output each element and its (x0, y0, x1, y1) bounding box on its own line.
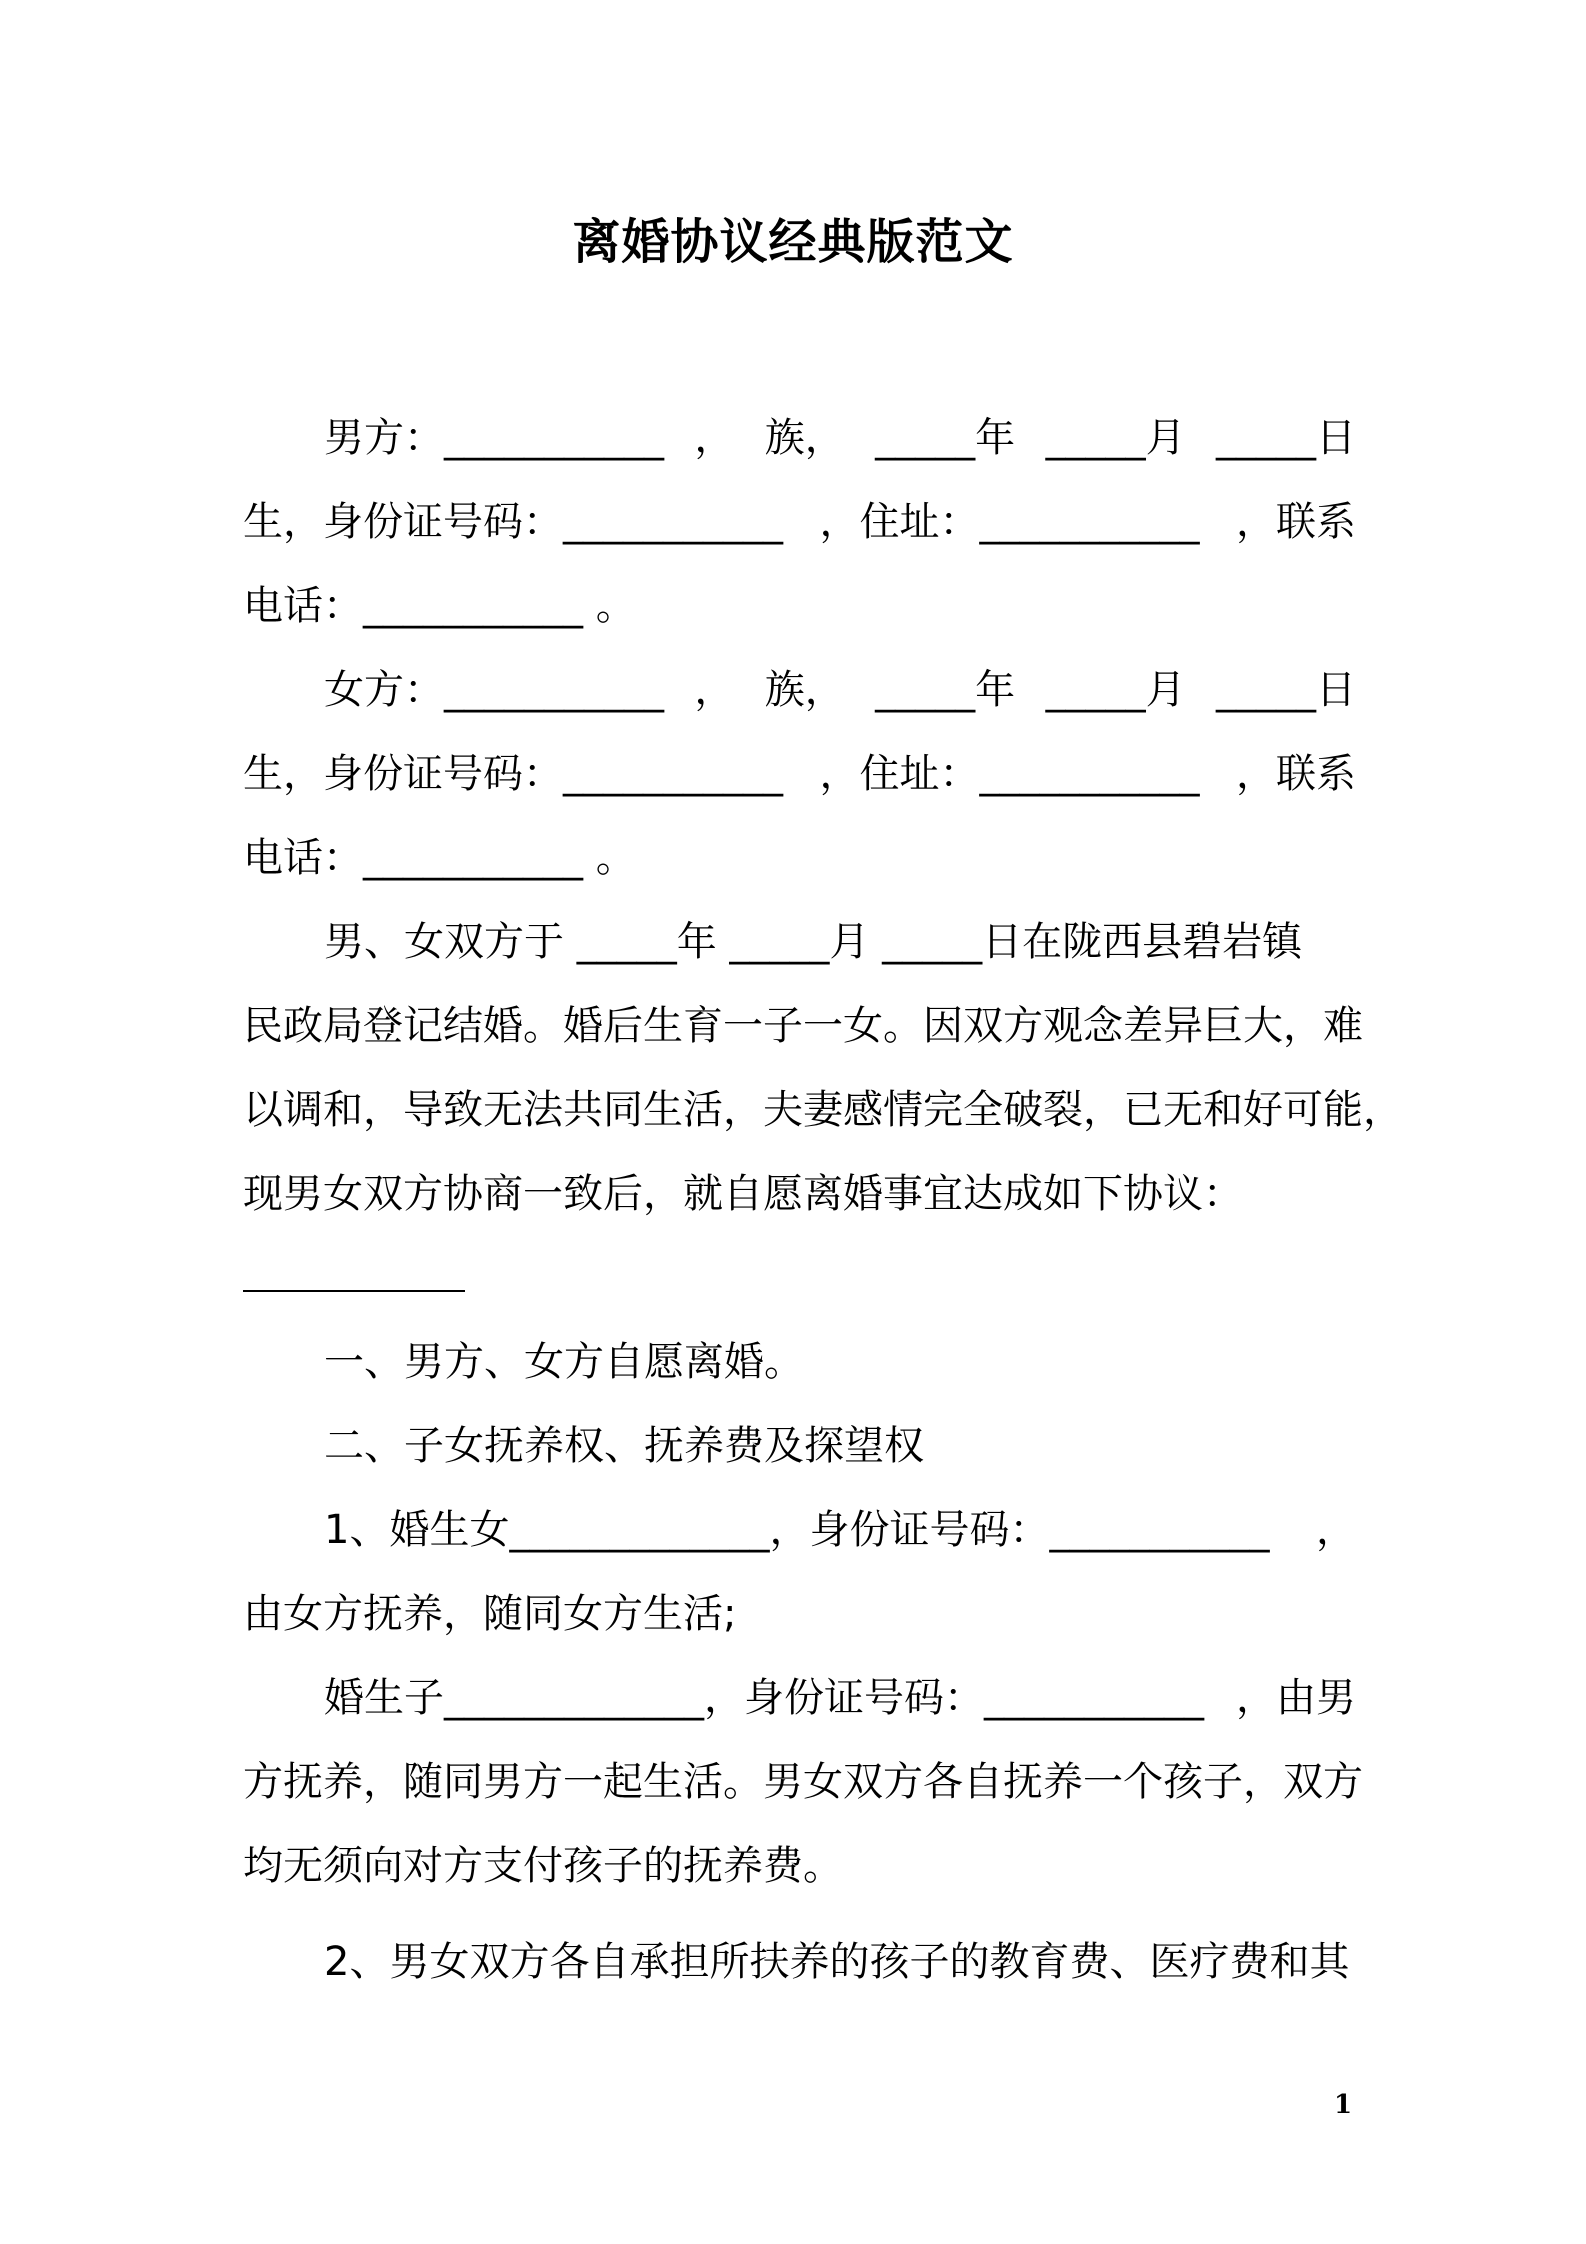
marriage-line-3: 以调和，导致无法共同生活，夫妻感情完全破裂，已无和好可能， (243, 1087, 1403, 1133)
male-party-line-2 (243, 492, 1356, 552)
text-segment: _____年 (875, 415, 1016, 461)
male-party-line-3: 电话：___________ 。 (243, 583, 636, 629)
marriage-line-4: 现男女双方协商一致后，就自愿离婚事宜达成如下协议： (243, 1171, 1243, 1217)
clause-2-son-line-1 (324, 1668, 1356, 1728)
clause-1: 一、男方、女方自愿离婚。 (324, 1339, 804, 1385)
text-segment: ，联系 (1236, 499, 1356, 545)
clause-2-son-line-2: 方抚养，随同男方一起生活。男女双方各自抚养一个孩子，双方 (243, 1759, 1363, 1805)
text-segment: 1、婚生女_____________，身份证号码：___________ (324, 1507, 1270, 1553)
text-segment: 婚生子_____________，身份证号码：___________ (324, 1675, 1204, 1721)
text-segment: _____日 (1215, 415, 1356, 461)
clause-2-2-line-1: 2、男女双方各自承担所扶养的孩子的教育费、医疗费和其 (324, 1939, 1350, 1985)
text-segment: _____月 (1045, 415, 1186, 461)
male-party-line-1 (324, 408, 1356, 468)
text-segment: _____日 (1215, 667, 1356, 713)
text-segment: ，住址：___________ (819, 751, 1200, 797)
clause-2-heading: 二、子女抚养权、抚养费及探望权 (324, 1423, 924, 1469)
text-segment: 族， (764, 667, 845, 713)
clause-2-1-line-2: 由女方抚养，随同女方生活; (243, 1591, 737, 1637)
text-segment: ， (1316, 1507, 1356, 1553)
text-segment: _____年 (875, 667, 1016, 713)
text-segment: _____月 (1045, 667, 1186, 713)
clause-2-son-line-3: 均无须向对方支付孩子的抚养费。 (243, 1843, 843, 1889)
text-segment: ，由男 (1236, 1675, 1356, 1721)
page-number: 1 (1334, 2090, 1353, 2120)
marriage-line-2: 民政局登记结婚。婚后生育一子一女。因双方观念差异巨大，难 (243, 1003, 1363, 1049)
text-segment: ，住址：___________ (819, 499, 1200, 545)
female-party-line-3: 电话：___________ 。 (243, 835, 636, 881)
text-segment: 男方：___________ (324, 415, 664, 461)
blank-underline (243, 1290, 465, 1292)
text-segment: 族， (764, 415, 845, 461)
text-segment: 生，身份证号码：___________ (243, 499, 783, 545)
female-party-line-2 (243, 744, 1356, 804)
clause-2-1-line-1 (324, 1500, 1356, 1560)
text-segment: ， (694, 415, 735, 461)
female-party-line-1 (324, 660, 1356, 720)
text-segment: 生，身份证号码：___________ (243, 751, 783, 797)
text-segment: ，联系 (1236, 751, 1356, 797)
text-segment: ， (694, 667, 735, 713)
document-title: 离婚协议经典版范文 (572, 214, 1014, 270)
marriage-line-1: 男、女双方于 _____年 _____月 _____日在陇西县碧岩镇 (324, 919, 1303, 965)
text-segment: 女方：___________ (324, 667, 664, 713)
